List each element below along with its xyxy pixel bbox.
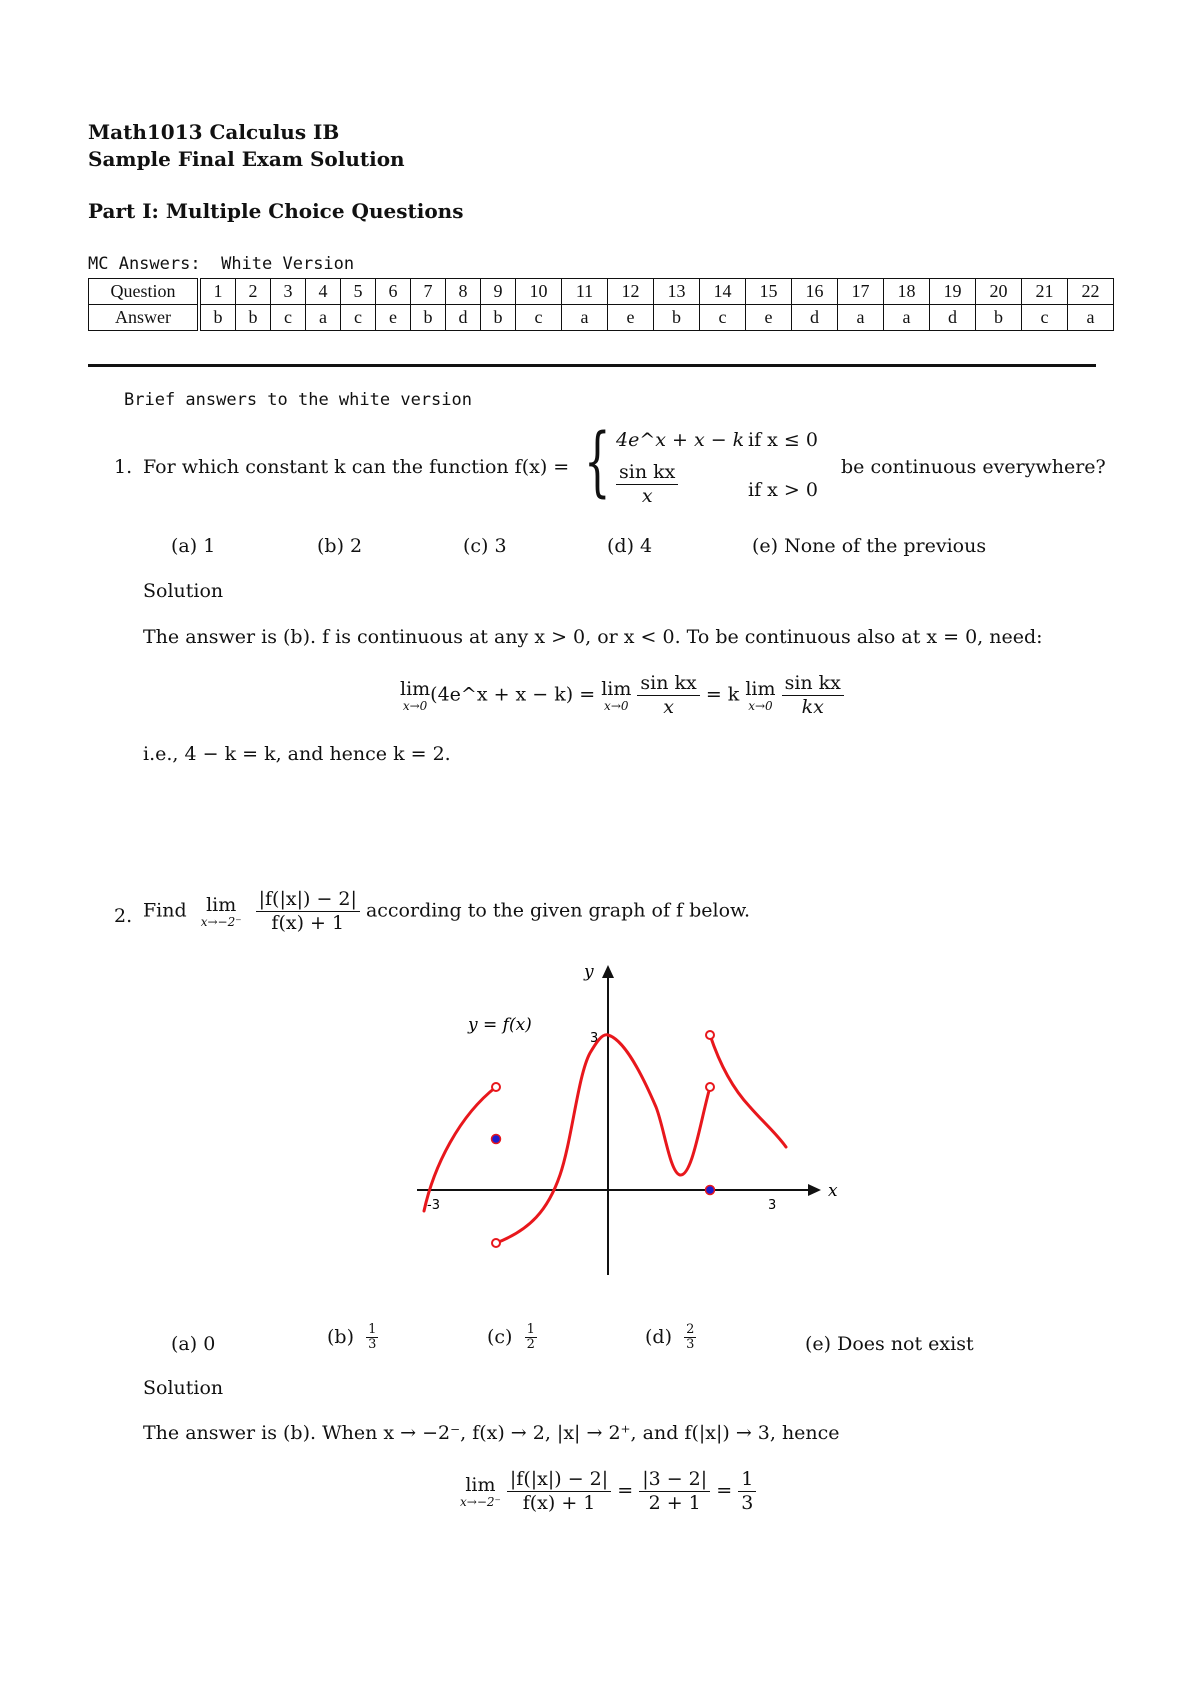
- answer-cell: e: [608, 305, 654, 331]
- q2-choice-d-num: 2: [686, 1322, 695, 1337]
- q1-equation: [400, 672, 844, 719]
- q2-choice-a: (a) 0: [171, 1333, 216, 1355]
- answer-cell: b: [236, 305, 271, 331]
- q2-lim-sub: x→−2⁻: [200, 915, 242, 930]
- q1-conclusion: i.e., 4 − k = k, and hence k = 2.: [143, 743, 451, 765]
- q1-eq-right-num: sin kx: [782, 672, 844, 696]
- q1-eq-lim-sub-3: x→0: [748, 699, 773, 714]
- lim-word: lim: [465, 1474, 496, 1497]
- q2-choice-c-label: (c): [487, 1325, 513, 1348]
- open-dot-right-upper: [706, 1031, 714, 1039]
- q2-eq-den: f(x) + 1: [522, 1491, 596, 1514]
- q1-solution-text: The answer is (b). f is continuous at any x > 0, or x < 0. To be continuous also at x = 0, need:: [143, 626, 1043, 648]
- answer-cell: a: [838, 305, 884, 331]
- q1-eq-lim-sub-2: x→0: [604, 699, 629, 714]
- q1-eq-lim-sub-1: x→0: [402, 699, 428, 714]
- q2-choice-d: [645, 1323, 696, 1353]
- q2-number: 2.: [114, 905, 133, 927]
- lim-word: lim: [400, 678, 431, 701]
- equals-sign: =: [617, 1479, 634, 1502]
- question-number-cell: 21: [1022, 279, 1068, 305]
- q2-eq-lim-sub: x→−2⁻: [460, 1495, 501, 1510]
- q2-eq-res-den: 3: [741, 1491, 754, 1514]
- q1-eq-right-den: kx: [801, 695, 824, 718]
- answer-cell: a: [1068, 305, 1114, 331]
- q2-choice-b: [327, 1323, 378, 1353]
- answer-cell: e: [376, 305, 411, 331]
- x-axis-arrow-icon: [808, 1184, 821, 1196]
- q2-choice-b-den: 3: [368, 1337, 377, 1353]
- q1-prompt: For which constant k can the function f(x) =: [143, 456, 570, 478]
- question-number-cell: 10: [516, 279, 562, 305]
- q1-choice-a: (a) 1: [171, 535, 216, 557]
- question-number-cell: 19: [930, 279, 976, 305]
- answer-cell: d: [792, 305, 838, 331]
- answer-cell: e: [746, 305, 792, 331]
- q2-choice-c-num: 1: [526, 1322, 535, 1337]
- y-axis-arrow-icon: [602, 965, 614, 978]
- question-number-cell: 9: [481, 279, 516, 305]
- table-row-questions: [89, 279, 1114, 305]
- document-title: Sample Final Exam Solution: [88, 147, 405, 171]
- answer-cell: b: [411, 305, 446, 331]
- q2-choice-b-label: (b): [327, 1325, 354, 1348]
- q2-solution-text: The answer is (b). When x → −2⁻, f(x) → 2, |x| → 2⁺, and f(|x|) → 3, hence: [143, 1422, 840, 1444]
- q2-eq-mid-num: |3 − 2|: [639, 1468, 710, 1492]
- q1-case2-fraction: [616, 461, 678, 508]
- mc-version: White Version: [221, 254, 355, 274]
- question-number-cell: 6: [376, 279, 411, 305]
- question-number-cell: 2: [236, 279, 271, 305]
- answer-cell: c: [271, 305, 306, 331]
- question-number-cell: 12: [608, 279, 654, 305]
- x-axis-label: x: [828, 1181, 838, 1201]
- answer-cell: b: [199, 305, 236, 331]
- q2-eq-mid-den: 2 + 1: [648, 1491, 701, 1514]
- q2-eq-num: |f(|x|) − 2|: [507, 1468, 611, 1492]
- y-axis-label: y: [584, 962, 594, 982]
- q1-tail: be continuous everywhere?: [841, 456, 1106, 478]
- question-number-cell: 14: [700, 279, 746, 305]
- q1-eq-k: = k: [705, 683, 740, 706]
- q2-find: Find: [143, 899, 187, 922]
- q2-frac-num: |f(|x|) − 2|: [256, 888, 360, 912]
- filled-dot-left: [492, 1135, 501, 1144]
- question-number-cell: 15: [746, 279, 792, 305]
- q2-choice-c: [487, 1323, 537, 1353]
- curve-segment-right: [710, 1035, 786, 1147]
- function-graph: [400, 955, 840, 1275]
- question-header: Question: [89, 279, 200, 305]
- question-number-cell: 22: [1068, 279, 1114, 305]
- lim-word: lim: [745, 678, 776, 701]
- curve-segment-middle: [496, 1035, 710, 1243]
- q2-choice-d-den: 3: [686, 1337, 695, 1353]
- question-number-cell: 7: [411, 279, 446, 305]
- question-number-cell: 17: [838, 279, 884, 305]
- tick-label-y3: 3: [590, 1031, 599, 1046]
- answer-cell: b: [481, 305, 516, 331]
- lim-word: lim: [206, 894, 237, 917]
- answer-cell: c: [1022, 305, 1068, 331]
- question-number-cell: 1: [199, 279, 236, 305]
- question-number-cell: 13: [654, 279, 700, 305]
- answer-cell: a: [562, 305, 608, 331]
- mc-answers-label: [88, 254, 354, 274]
- brief-answers-heading: Brief answers to the white version: [124, 390, 472, 410]
- answer-cell: b: [654, 305, 700, 331]
- answer-cell: d: [446, 305, 481, 331]
- answer-cell: c: [700, 305, 746, 331]
- open-dot-left-upper: [492, 1083, 500, 1091]
- equals-sign: =: [716, 1479, 733, 1502]
- question-number-cell: 4: [306, 279, 341, 305]
- q1-choice-e: (e) None of the previous: [752, 535, 987, 557]
- course-title: Math1013 Calculus IB: [88, 120, 340, 144]
- part-heading-text: Part I: Multiple Choice Questions: [88, 199, 464, 223]
- lim-word: lim: [601, 678, 632, 701]
- q2-choice-d-label: (d): [645, 1325, 672, 1348]
- q1-case2-den: x: [641, 484, 653, 507]
- answer-cell: d: [930, 305, 976, 331]
- q1-piecewise-brace: {: [584, 416, 611, 505]
- answer-cell: a: [306, 305, 341, 331]
- q2-eq-res-num: 1: [738, 1468, 756, 1492]
- question-number-cell: 11: [562, 279, 608, 305]
- q1-eq-left: (4e^x + x − k) =: [430, 683, 596, 706]
- curve-segment-left: [424, 1087, 496, 1211]
- q2-equation: [460, 1468, 756, 1515]
- answer-cell: c: [341, 305, 376, 331]
- q2-frac-den: f(x) + 1: [271, 911, 345, 934]
- q1-case2-num: sin kx: [616, 461, 678, 485]
- q1-case1-expr: 4e^x + x − k: [616, 429, 745, 451]
- question-number-cell: 5: [341, 279, 376, 305]
- q2-choice-b-num: 1: [368, 1322, 377, 1337]
- open-dot-left-lower: [492, 1239, 500, 1247]
- question-number-cell: 8: [446, 279, 481, 305]
- answer-cell: b: [976, 305, 1022, 331]
- filled-dot-right: [706, 1186, 715, 1195]
- tick-label-neg3: -3: [427, 1198, 440, 1213]
- part-heading: [88, 199, 463, 223]
- mc-label: MC Answers:: [88, 254, 201, 274]
- answer-cell: c: [516, 305, 562, 331]
- answer-cell: a: [884, 305, 930, 331]
- q2-solution-label: Solution: [143, 1377, 224, 1399]
- q1-solution-label: Solution: [143, 580, 224, 602]
- curve-group: [424, 1035, 786, 1243]
- q2-prompt: [143, 888, 750, 935]
- q1-choice-d: (d) 4: [607, 535, 653, 557]
- table-row-answers: [89, 305, 1114, 331]
- q1-eq-mid-num: sin kx: [637, 672, 699, 696]
- curve-label: y = f(x): [468, 1015, 532, 1035]
- q2-tail: according to the given graph of f below.: [365, 899, 751, 922]
- question-number-cell: 16: [792, 279, 838, 305]
- q1-number: 1.: [114, 456, 133, 478]
- section-divider: [88, 364, 1096, 367]
- q1-case1-cond: if x ≤ 0: [748, 429, 818, 451]
- answer-header: Answer: [89, 305, 200, 331]
- q2-choice-e: (e) Does not exist: [805, 1333, 974, 1355]
- q1-choice-b: (b) 2: [317, 535, 363, 557]
- mc-answer-table: [88, 278, 1114, 331]
- question-number-cell: 20: [976, 279, 1022, 305]
- q2-choice-c-den: 2: [526, 1337, 535, 1353]
- tick-label-pos3: 3: [768, 1198, 777, 1213]
- open-dot-right-middle: [706, 1083, 714, 1091]
- question-number-cell: 3: [271, 279, 306, 305]
- question-number-cell: 18: [884, 279, 930, 305]
- q1-case2-cond: if x > 0: [748, 479, 818, 501]
- q1-choice-c: (c) 3: [463, 535, 507, 557]
- q1-eq-mid-den: x: [663, 695, 674, 718]
